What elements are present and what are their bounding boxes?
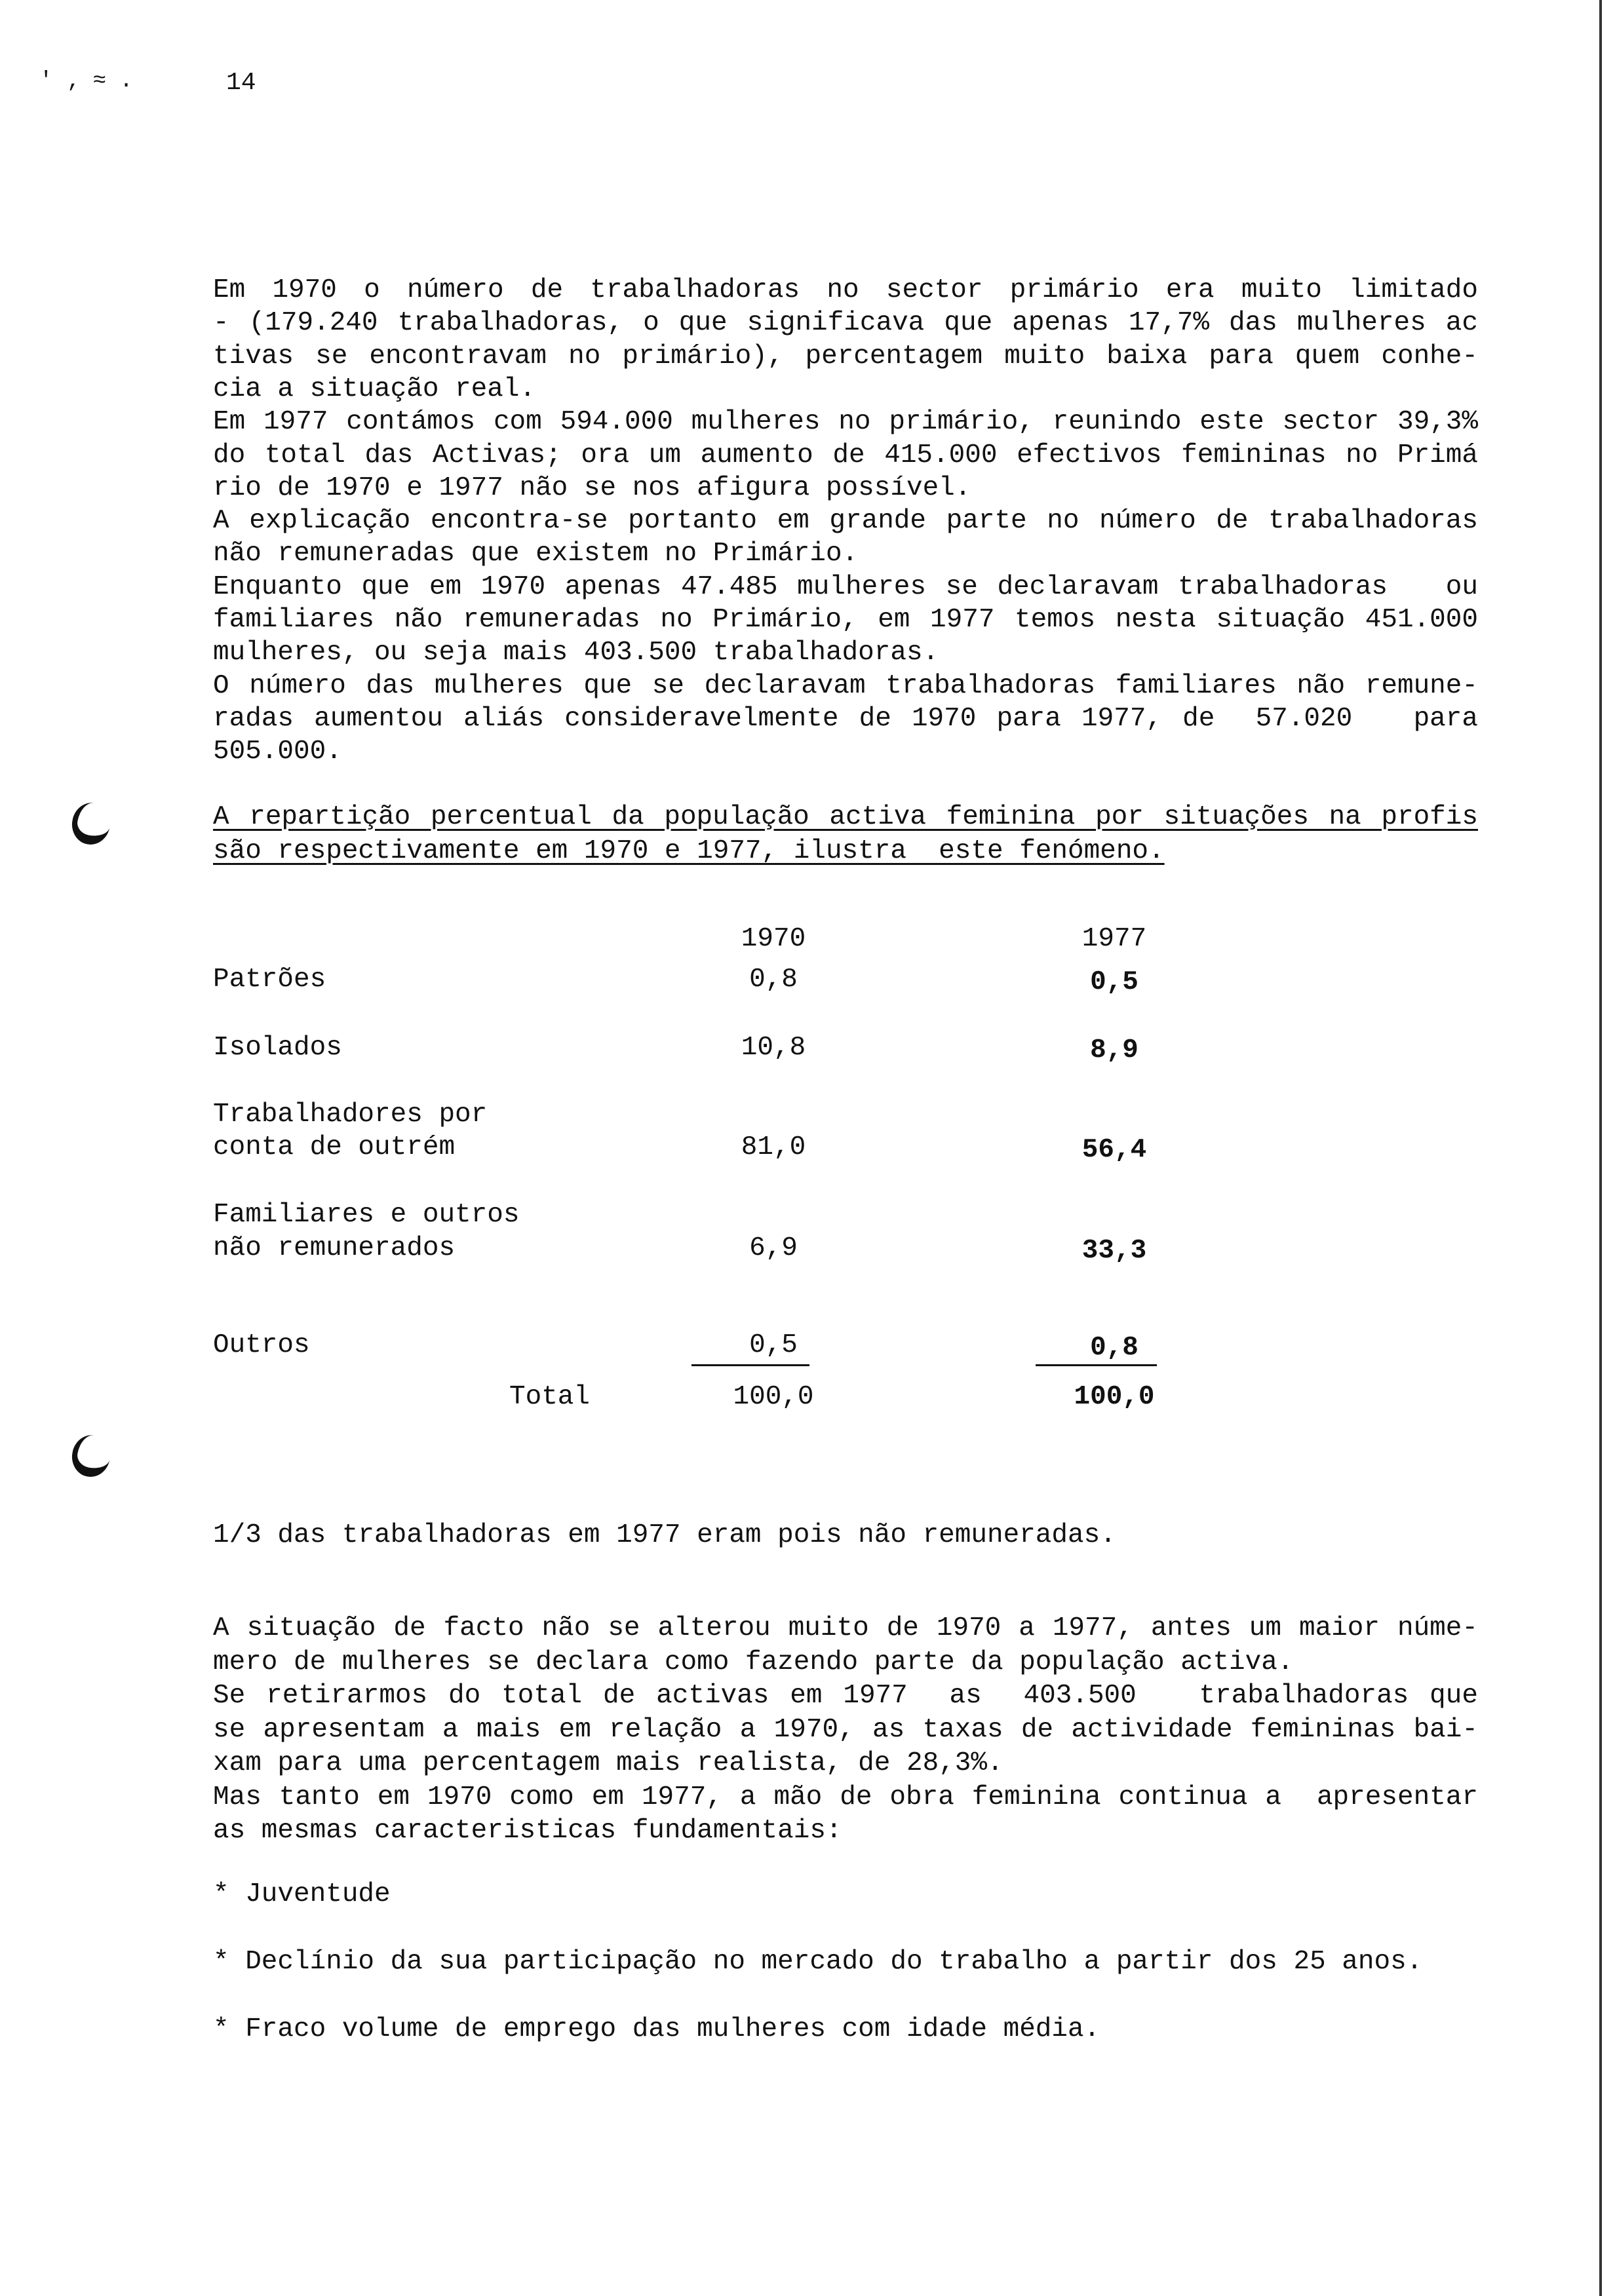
cell-v1977: 33,3: [1081, 1236, 1147, 1266]
text-line: as mesmas caracteristicas fundamentais:: [213, 1816, 842, 1846]
row-label: Familiares e outros: [213, 1200, 520, 1230]
text-line: A explicação encontra-se portanto em grande parte no número de trabalhadoras: [213, 506, 1478, 537]
text-line: * Juventude: [213, 1879, 391, 1909]
sum-rule-1970: [691, 1364, 809, 1366]
text-line: * Fraco volume de emprego das mulheres com idade média.: [213, 2014, 1100, 2044]
sum-rule-1977: [1036, 1364, 1157, 1366]
text-line: são respectivamente em 1970 e 1977, ilustra este fenómeno.: [213, 836, 1165, 866]
text-line: O número das mulheres que se declaravam trabalhadoras familiares não remune-: [213, 670, 1478, 701]
text-line: Em 1970 o número de trabalhadoras no sector primário era muito limitado: [213, 275, 1478, 305]
text-line: - (179.240 trabalhadoras, o que significava que apenas 17,7% das mulheres ac: [213, 308, 1478, 339]
row-label: Outros: [213, 1330, 310, 1360]
text-line: Se retirarmos do total de activas em 1977 as 403.500 trabalhadoras que: [213, 1681, 1478, 1711]
text-line: rio de 1970 e 1977 não se nos afigura possível.: [213, 472, 971, 503]
text-line: tivas se encontravam no primário), percentagem muito baixa para quem conhe-: [213, 341, 1478, 372]
text-line: se apresentam a mais em relação a 1970, as taxas de actividade femininas bai-: [213, 1714, 1478, 1745]
cell-v1970: 6,9: [749, 1233, 798, 1263]
text-line: A situação de facto não se alterou muito de 1970 a 1977, antes um maior núme-: [213, 1613, 1478, 1643]
cell-v1970: 81,0: [741, 1132, 806, 1162]
cell-v1977: 8,9: [1090, 1035, 1138, 1065]
binder-hole-mark-icon: [69, 1432, 113, 1480]
binder-hole-mark-icon: [69, 799, 113, 847]
row-label: Patrões: [213, 965, 326, 995]
text-line: mulheres, ou seja mais 403.500 trabalhadoras.: [213, 638, 939, 668]
text-line: familiares não remuneradas no Primário, em 1977 temos nesta situação 451.000: [213, 605, 1478, 635]
total-1977: 100,0: [1074, 1382, 1155, 1412]
text-line: Em 1977 contámos com 594.000 mulheres no primário, reunindo este sector 39,3%: [213, 407, 1478, 438]
cell-v1977: 0,8: [1090, 1333, 1138, 1363]
row-label: Isolados: [213, 1033, 342, 1063]
scan-marks: ' ‚ ≈ .: [39, 69, 133, 94]
text-line: Mas tanto em 1970 como em 1977, a mão de obra feminina continua a apresentar: [213, 1782, 1478, 1812]
text-line: xam para uma percentagem mais realista, de 28,3%.: [213, 1748, 1003, 1778]
text-line: radas aumentou aliás consideravelmente de 1970 para 1977, de 57.020 para: [213, 703, 1478, 734]
page-edge: [1599, 0, 1602, 2296]
text-line: mero de mulheres se declara como fazendo parte da população activa.: [213, 1647, 1294, 1677]
row-label: não remunerados: [213, 1233, 456, 1263]
text-line: * Declínio da sua participação no mercado do trabalho a partir dos 25 anos.: [213, 1947, 1423, 1977]
cell-v1970: 0,5: [749, 1330, 798, 1360]
cell-v1977: 56,4: [1081, 1135, 1147, 1165]
text-line: A repartição percentual da população activa feminina por situações na profis: [213, 802, 1478, 832]
page-number: 14: [226, 69, 256, 97]
cell-v1970: 0,8: [749, 965, 798, 995]
total-1970: 100,0: [733, 1382, 814, 1412]
conclusion: 1/3 das trabalhadoras em 1977 eram pois não remuneradas.: [213, 1520, 1116, 1550]
row-label: Trabalhadores por: [213, 1100, 488, 1130]
total-label: Total: [509, 1382, 591, 1412]
cell-v1970: 10,8: [741, 1033, 806, 1063]
text-line: não remuneradas que existem no Primário.: [213, 539, 859, 569]
text-line: 505.000.: [213, 737, 342, 767]
text-line: Enquanto que em 1970 apenas 47.485 mulheres se declaravam trabalhadoras ou: [213, 571, 1478, 602]
column-header-1970: 1970: [741, 924, 806, 954]
text-line: do total das Activas; ora um aumento de 415.000 efectivos femininas no Primá: [213, 440, 1478, 470]
cell-v1977: 0,5: [1090, 967, 1138, 997]
column-header-1977: 1977: [1081, 924, 1147, 954]
text-line: cia a situação real.: [213, 373, 536, 404]
row-label: conta de outrém: [213, 1132, 456, 1162]
